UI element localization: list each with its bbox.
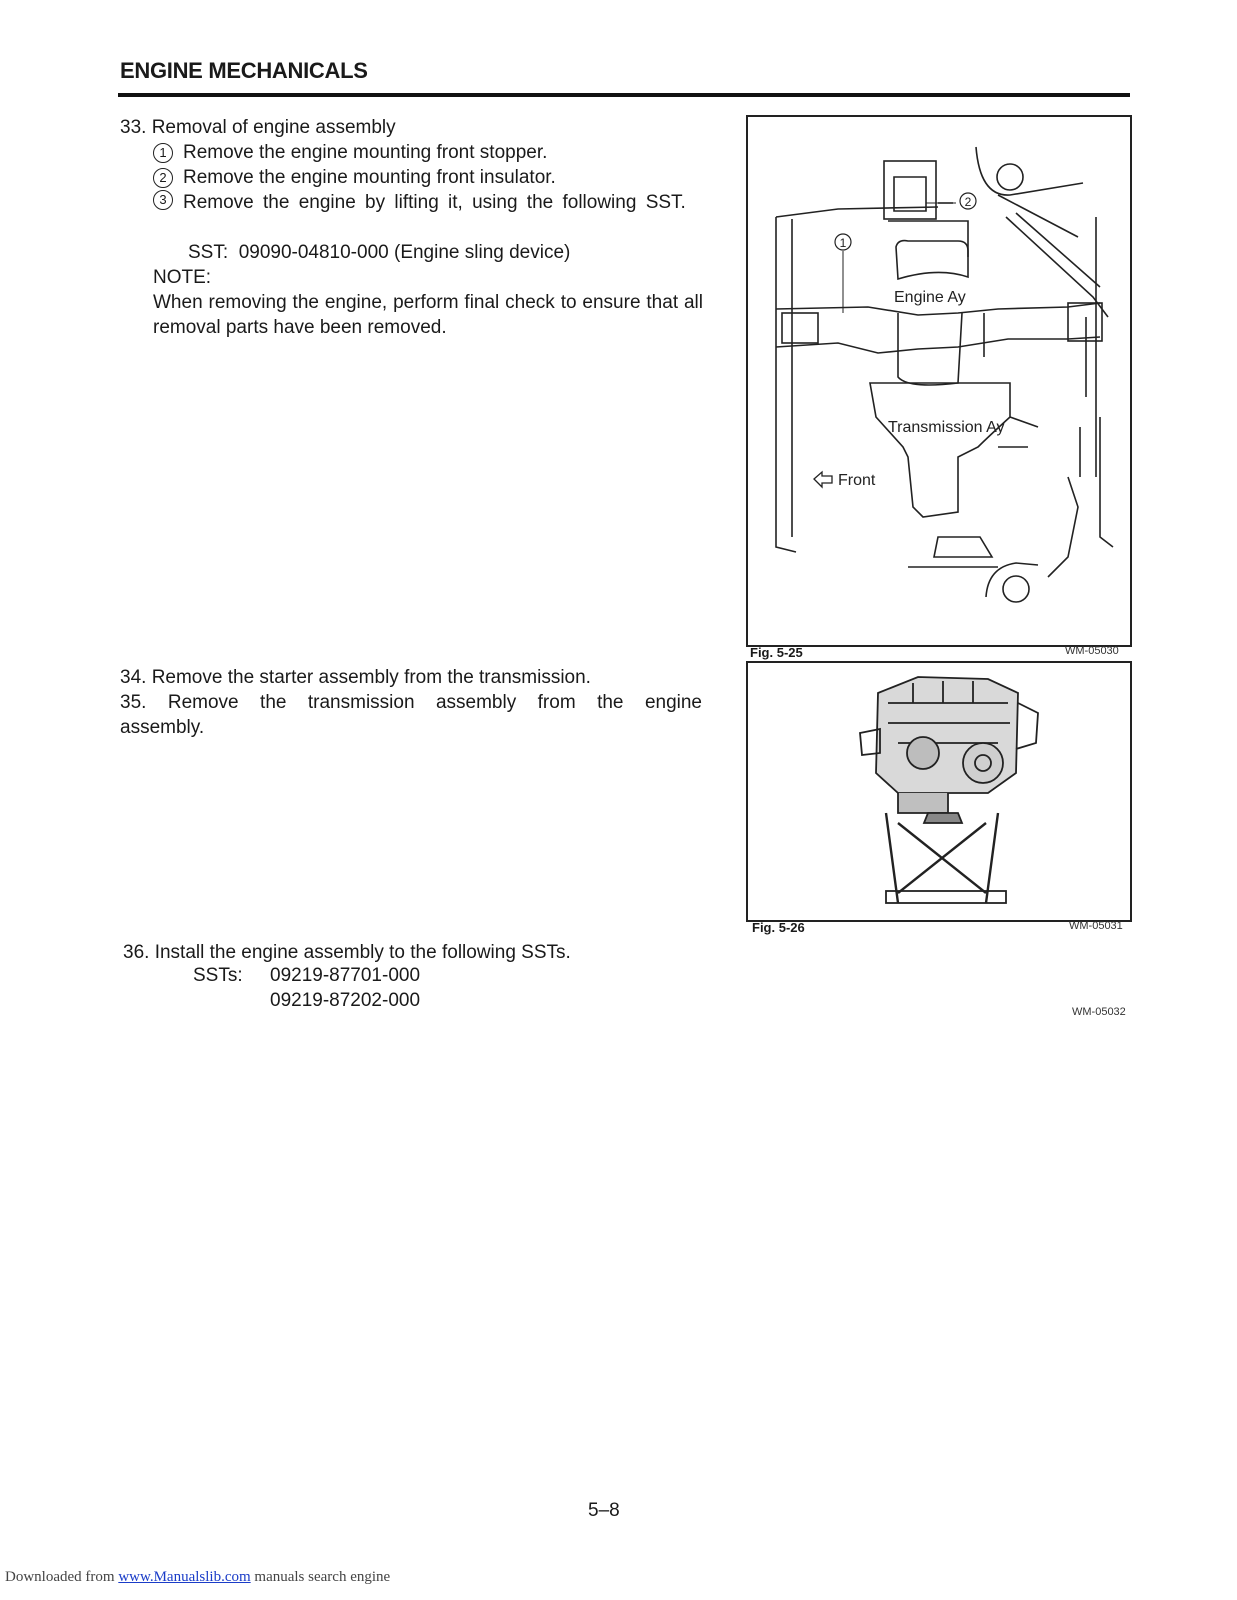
callout-1: 1	[839, 236, 847, 250]
footer-download-line	[5, 1569, 390, 1586]
sst-number-1: 09219-87701-000	[270, 965, 421, 986]
footer-suffix: manuals search engine	[254, 1569, 391, 1585]
header-rule	[118, 93, 1130, 97]
note-label: NOTE:	[153, 267, 212, 288]
step-33-item-1-text: Remove the engine mounting front stopper.	[183, 142, 548, 163]
engine-removal-diagram	[748, 117, 1130, 645]
footer-prefix: Downloaded from	[5, 1569, 115, 1585]
ssts-label: SSTs:	[193, 965, 243, 986]
fig-5-25-code: WM-05030	[1065, 645, 1119, 657]
engine-label: Engine Ay	[894, 289, 966, 306]
step-33-item-2	[153, 165, 556, 190]
step-33-item-3-text: Remove the engine by lifting it, using the following SST.	[183, 192, 686, 213]
step-33-item-1	[153, 140, 547, 165]
figure-5-26	[746, 661, 1132, 922]
step-36: 36. Install the engine assembly to the following SSTs.	[123, 942, 571, 963]
step-33-item-3	[153, 190, 703, 215]
step-34: 34. Remove the starter assembly from the transmission.	[120, 667, 591, 688]
circled-number: 1	[153, 143, 173, 163]
circled-number: 2	[153, 168, 173, 188]
step-35: 35. Remove the transmission assembly from the engine assembly.	[120, 692, 702, 738]
fig-5-26-code: WM-05031	[1069, 920, 1123, 932]
figure-5-25	[746, 115, 1132, 647]
step-33-title: 33. Removal of engine assembly	[120, 117, 396, 138]
sst-number-2: 09219-87202-000	[270, 990, 421, 1011]
sst-label: SST:	[188, 242, 229, 263]
note-text: When removing the engine, perform final check to ensure that all removal parts have been removed.	[153, 292, 703, 338]
sst-value: 09090-04810-000 (Engine sling device)	[238, 242, 571, 263]
page-number: 5–8	[588, 1500, 620, 1521]
callout-2: 2	[964, 195, 972, 209]
circled-number: 3	[153, 190, 173, 210]
manualslib-link[interactable]: www.Manualslib.com	[118, 1569, 251, 1585]
sst-line	[188, 240, 570, 265]
front-label: Front	[838, 472, 876, 489]
fig-5-25-caption: Fig. 5-25	[750, 645, 803, 660]
transmission-label: Transmission Ay	[888, 419, 1005, 436]
page-title: ENGINE MECHANICALS	[120, 58, 368, 83]
engine-on-stand-illustration	[748, 663, 1130, 920]
fig-code-05032: WM-05032	[1072, 1006, 1126, 1018]
fig-5-26-caption: Fig. 5-26	[752, 920, 805, 935]
step-33-item-2-text: Remove the engine mounting front insulator.	[183, 167, 556, 188]
